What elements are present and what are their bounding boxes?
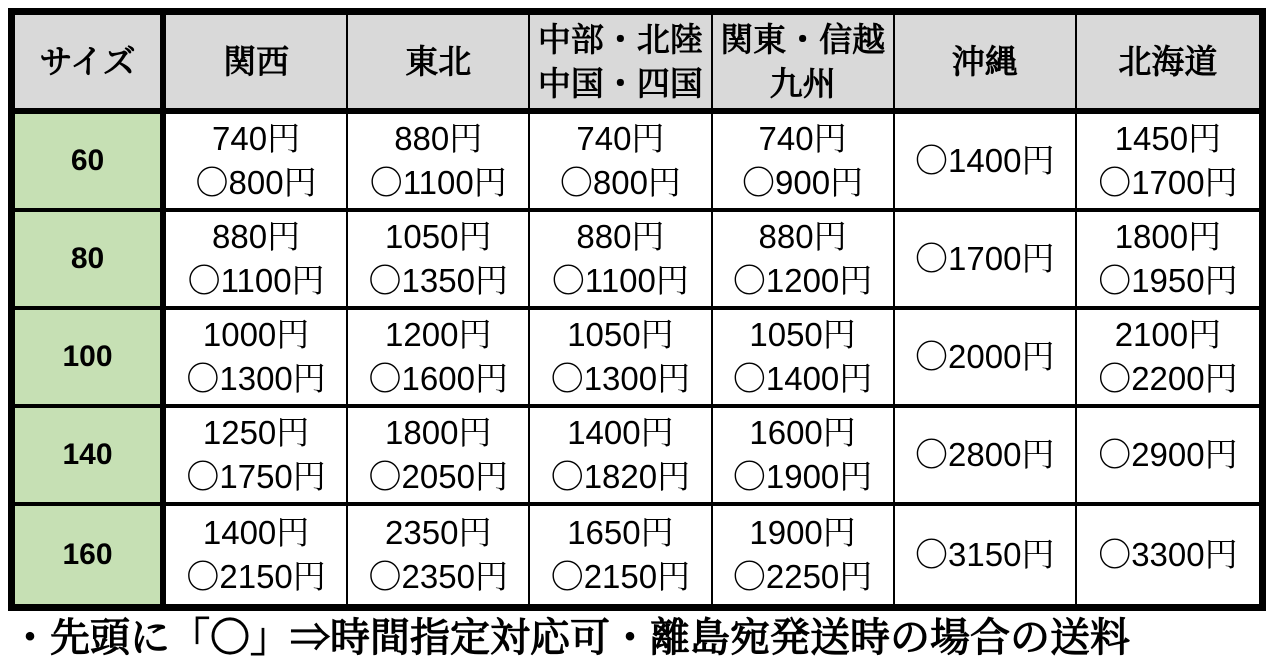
price-line: 1050円 [385, 218, 492, 256]
price-line: 〇1100円 [369, 164, 507, 201]
price-cell [1077, 408, 1259, 506]
price-line: 1900円 [749, 514, 856, 552]
price-cell [895, 408, 1077, 506]
price-cell [530, 408, 712, 506]
price-line: 〇2150円 [550, 558, 691, 595]
price-line: 〇800円 [195, 164, 317, 201]
header-label: サイズ [39, 42, 136, 80]
price-line: 〇2050円 [368, 458, 508, 495]
header-cell-hokkaido [1077, 15, 1259, 114]
price-cell [166, 310, 348, 408]
price-cell [530, 506, 712, 604]
price-line: 〇1900円 [732, 458, 873, 495]
price-line: 1250円 [202, 414, 310, 452]
price-line: 1400円 [567, 414, 674, 452]
price-line: 1050円 [567, 316, 674, 354]
price-cell [348, 310, 530, 408]
header-cell-okinawa [895, 15, 1077, 114]
price-line: 1450円 [1114, 120, 1222, 158]
price-line: 〇3300円 [1098, 536, 1238, 574]
price-cell [1077, 506, 1259, 604]
header-label: 東北 [405, 42, 472, 80]
header-label: 関西 [223, 42, 290, 80]
price-line: 〇1200円 [732, 262, 873, 299]
size-label: 160 [62, 538, 113, 572]
price-cell [348, 212, 530, 310]
price-cell [530, 212, 712, 310]
header-label: 中国・四国 [537, 64, 703, 102]
price-cell [713, 114, 895, 212]
size-cell [15, 506, 166, 604]
price-cell [166, 506, 348, 604]
price-cell [895, 114, 1077, 212]
size-cell [15, 408, 166, 506]
price-line: 〇2000円 [915, 338, 1055, 376]
price-line: 1400円 [202, 514, 310, 552]
header-cell-tohoku [348, 15, 530, 114]
price-line: 〇900円 [742, 164, 864, 201]
price-line: 〇1700円 [1098, 164, 1238, 201]
price-cell [713, 212, 895, 310]
price-line: 〇1600円 [368, 360, 508, 397]
price-line: 〇1400円 [915, 142, 1055, 180]
size-label: 60 [70, 144, 105, 178]
header-label: 中部・北陸 [537, 20, 703, 58]
price-line: 〇2900円 [1098, 436, 1238, 474]
size-label: 100 [62, 340, 113, 374]
price-line: 2350円 [385, 514, 492, 552]
price-cell [166, 408, 348, 506]
price-line: 〇2350円 [368, 558, 508, 595]
price-line: 〇1100円 [551, 262, 689, 299]
price-line: 〇1350円 [368, 262, 508, 299]
price-cell [895, 506, 1077, 604]
price-line: 880円 [394, 120, 483, 158]
price-line: 1800円 [1114, 218, 1222, 256]
size-label: 80 [70, 242, 105, 276]
price-cell [713, 310, 895, 408]
price-line: 880円 [576, 218, 665, 256]
price-line: 1000円 [202, 316, 310, 354]
price-line: 〇2150円 [186, 558, 326, 595]
price-line: 740円 [576, 120, 665, 158]
price-line: 〇2200円 [1098, 360, 1238, 397]
price-line: 〇1300円 [550, 360, 691, 397]
header-label: 九州 [769, 64, 836, 102]
header-cell-chubu-hokuriku-chugoku-shikoku [530, 15, 712, 114]
header-label: 関東・信越 [720, 20, 886, 58]
size-label: 140 [62, 438, 113, 472]
price-line: 〇1820円 [550, 458, 691, 495]
footnote: ・先頭に「〇」⇒時間指定対応可・離島宛発送時の場合の送料 [10, 616, 1130, 660]
price-cell [1077, 114, 1259, 212]
price-cell [713, 408, 895, 506]
price-line: 〇2800円 [915, 436, 1055, 474]
price-line: 〇1750円 [186, 458, 326, 495]
price-cell [713, 506, 895, 604]
price-line: 〇3150円 [915, 536, 1055, 574]
price-cell [1077, 310, 1259, 408]
header-cell-kansai [166, 15, 348, 114]
shipping-price-table [8, 8, 1266, 611]
price-line: 740円 [758, 120, 847, 158]
price-cell [348, 506, 530, 604]
price-line: 〇1700円 [915, 240, 1055, 278]
price-line: 〇1300円 [186, 360, 326, 397]
price-line: 740円 [212, 120, 301, 158]
header-label: 沖縄 [951, 42, 1018, 80]
price-cell [348, 408, 530, 506]
price-cell [530, 310, 712, 408]
price-cell [166, 212, 348, 310]
price-cell [1077, 212, 1259, 310]
price-line: 〇1400円 [732, 360, 873, 397]
size-cell [15, 212, 166, 310]
price-line: 1650円 [567, 514, 674, 552]
price-cell [530, 114, 712, 212]
price-line: 〇800円 [559, 164, 681, 201]
price-line: 1800円 [385, 414, 492, 452]
header-cell-size [15, 15, 166, 114]
price-line: 1050円 [749, 316, 856, 354]
price-line: 880円 [212, 218, 301, 256]
price-line: 1600円 [749, 414, 856, 452]
header-label: 北海道 [1118, 42, 1218, 80]
price-cell [166, 114, 348, 212]
header-cell-kanto-shinetsu-kyushu [713, 15, 895, 114]
price-line: 1200円 [385, 316, 492, 354]
price-line: 〇1100円 [187, 262, 325, 299]
price-cell [895, 212, 1077, 310]
price-line: 880円 [758, 218, 847, 256]
price-cell [895, 310, 1077, 408]
price-line: 〇1950円 [1098, 262, 1238, 299]
price-cell [348, 114, 530, 212]
price-line: 2100円 [1114, 316, 1222, 354]
price-line: 〇2250円 [732, 558, 873, 595]
size-cell [15, 114, 166, 212]
size-cell [15, 310, 166, 408]
